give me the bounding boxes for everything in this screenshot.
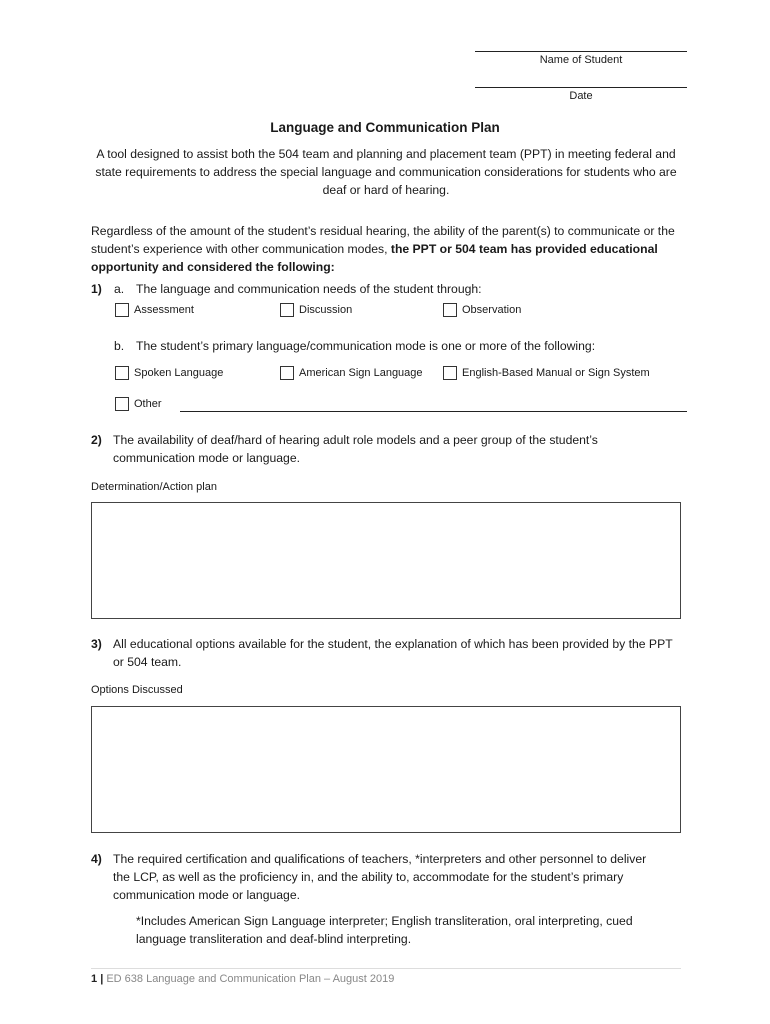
page-number: 1: [91, 973, 98, 985]
item3-number: 3): [91, 637, 102, 651]
intro-bold: the PPT or 504 team has provided educational opportunity and considered the following:: [91, 242, 658, 274]
item1-a-text: The language and communication needs of the student through:: [136, 282, 482, 296]
options-discussed-textbox[interactable]: [91, 706, 681, 833]
subtitle: A tool designed to assist both the 504 team and planning and placement team (PPT) in meeting federal and state requirements to address the special language and communication considerations for students who are deaf or hard of hearing.: [95, 147, 677, 197]
english-manual-label: English-Based Manual or Sign System: [462, 367, 650, 379]
discussion-checkbox[interactable]: [280, 303, 294, 317]
item2-text: The availability of deaf/hard of hearing adult role models and a peer group of the student’s communication mode or language.: [113, 433, 598, 465]
footer-text: ED 638 Language and Communication Plan – August 2019: [106, 973, 395, 985]
other-checkbox[interactable]: [115, 397, 129, 411]
other-input-line[interactable]: [180, 411, 687, 412]
item1-a-marker: a.: [114, 282, 125, 296]
observation-checkbox[interactable]: [443, 303, 457, 317]
determination-textbox[interactable]: [91, 502, 681, 619]
assessment-checkbox[interactable]: [115, 303, 129, 317]
item1-b-text: The student’s primary language/communication mode is one or more of the following:: [136, 339, 596, 353]
discussion-label: Discussion: [299, 304, 353, 316]
asl-label: American Sign Language: [299, 367, 423, 379]
item4-number: 4): [91, 852, 102, 866]
student-name-line[interactable]: [475, 51, 687, 52]
english-manual-checkbox[interactable]: [443, 366, 457, 380]
intro-paragraph: [91, 222, 681, 276]
other-label: Other: [134, 398, 162, 410]
spoken-language-label: Spoken Language: [134, 367, 224, 379]
item2-number: 2): [91, 433, 102, 447]
footer: [91, 973, 394, 985]
item3-text: All educational options available for the student, the explanation of which has been provided by the PPT or 504 team.: [113, 637, 673, 669]
determination-label: Determination/Action plan: [91, 481, 217, 493]
options-discussed-label: Options Discussed: [91, 684, 183, 696]
page-title: Language and Communication Plan: [270, 120, 500, 135]
spoken-language-checkbox[interactable]: [115, 366, 129, 380]
assessment-label: Assessment: [134, 304, 194, 316]
footer-separator: |: [100, 973, 104, 985]
date-line[interactable]: [475, 87, 687, 88]
item4-text: The required certification and qualifications of teachers, *interpreters and other personnel to deliver the LCP, as well as the proficiency in, and the ability to, accommodate for the student’s primary communication mode or language.: [113, 852, 647, 902]
footer-divider: [91, 968, 681, 969]
observation-label: Observation: [462, 304, 522, 316]
student-name-label: Name of Student: [539, 54, 623, 66]
intro-normal: Regardless of the amount of the student’s residual hearing, the ability of the parent(s) to communicate or the student’s experience with other communication modes,: [91, 224, 675, 256]
item1-b-marker: b.: [114, 339, 125, 353]
item1-number: 1): [91, 282, 102, 296]
item4-note: *Includes American Sign Language interpreter; English transliteration, oral interpreting, cued language transliteration and deaf-blind interpreting.: [136, 914, 633, 946]
asl-checkbox[interactable]: [280, 366, 294, 380]
date-label: Date: [569, 90, 593, 102]
